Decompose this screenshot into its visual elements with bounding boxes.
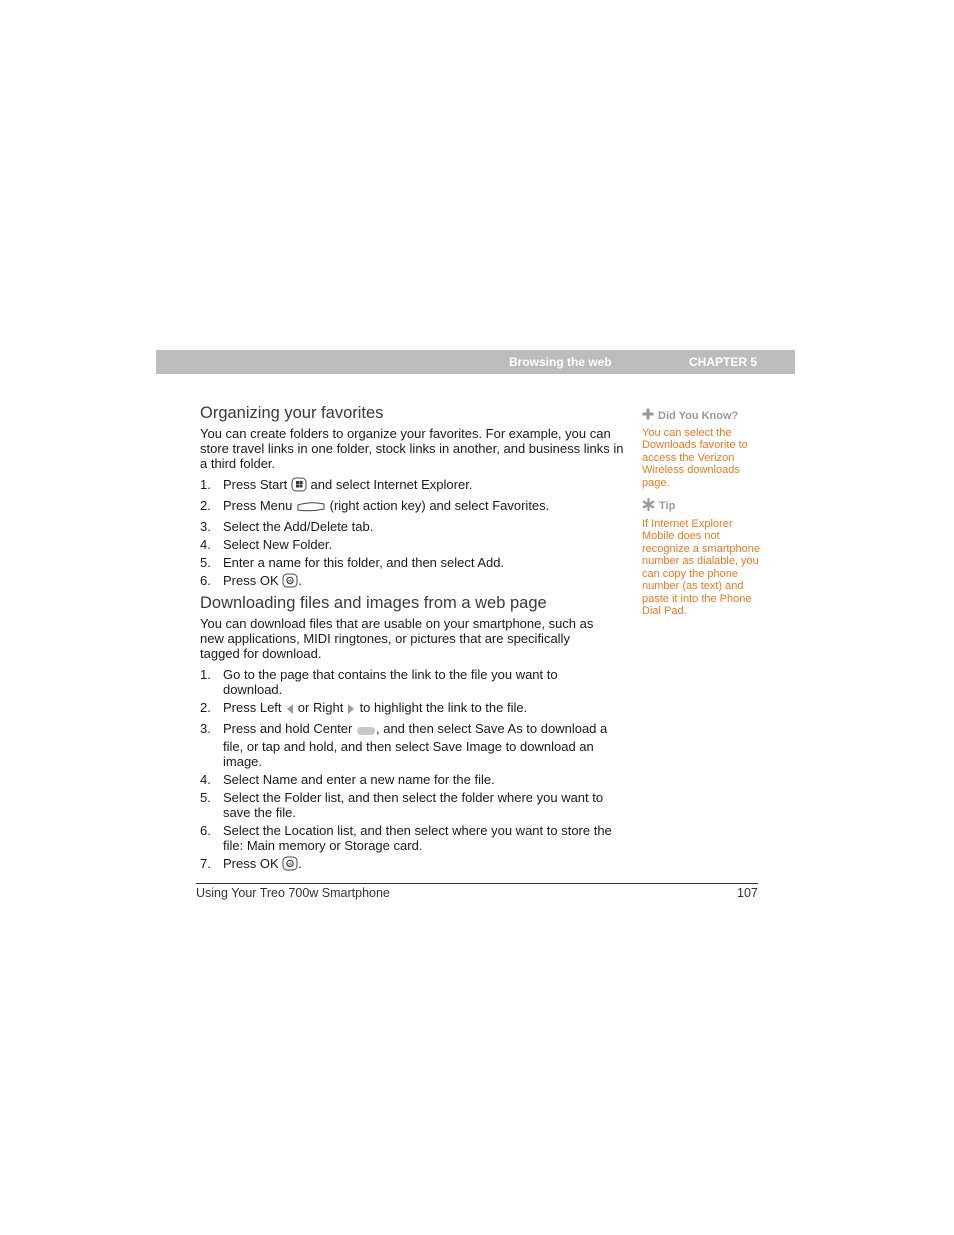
- section-title: Browsing the web: [509, 355, 612, 369]
- downloads-intro: You can download files that are usable on your smartphone, such as new applications, MIDI ringtones, or pictures that are specifically tagged for download.: [200, 616, 594, 661]
- right-arrow-key-icon: [347, 703, 356, 718]
- step-text: Press Left: [223, 700, 282, 715]
- step-number: 1.: [200, 667, 211, 682]
- step-number: 5.: [200, 555, 211, 570]
- step-text: Enter a name for this folder, and then select Add.: [223, 555, 505, 570]
- list-item: [200, 555, 625, 570]
- tip-label: Tip: [659, 500, 676, 512]
- center-key-icon: [356, 724, 376, 739]
- favorites-heading: Organizing your favorites: [200, 404, 384, 422]
- svg-text:ok: ok: [287, 579, 293, 585]
- step-text: Select the Location list, and then select where you want to store the file: Main memory or Storage card.: [223, 823, 612, 853]
- step-number: 4.: [200, 772, 211, 787]
- step-text: Select the Add/Delete tab.: [223, 519, 374, 534]
- downloads-heading: Downloading files and images from a web page: [200, 594, 547, 612]
- tip-box: [642, 498, 760, 618]
- footer-book-title: Using Your Treo 700w Smartphone: [196, 886, 390, 900]
- step-number: 6.: [200, 573, 211, 588]
- step-text: Select New Folder.: [223, 537, 333, 552]
- tip-title: [642, 498, 760, 515]
- step-text-after: (right action key) and select Favorites.: [329, 498, 550, 513]
- step-text: Press OK: [223, 573, 279, 588]
- did-you-know-title: [642, 408, 760, 424]
- step-number: 7.: [200, 856, 211, 871]
- downloads-steps: [200, 667, 620, 874]
- asterisk-icon: [642, 498, 655, 515]
- list-item: [200, 498, 625, 516]
- list-item: [200, 823, 620, 853]
- plus-icon: [642, 408, 654, 424]
- step-number: 4.: [200, 537, 211, 552]
- step-number: 5.: [200, 790, 211, 805]
- step-text-after: .: [298, 856, 302, 871]
- step-text-after: .: [298, 573, 302, 588]
- chapter-header-bar: [156, 350, 795, 374]
- step-text: Press Menu: [223, 498, 293, 513]
- favorites-steps: [200, 477, 625, 591]
- svg-text:ok: ok: [287, 862, 293, 868]
- step-number: 2.: [200, 700, 211, 715]
- did-you-know-box: [642, 408, 760, 489]
- ok-key-icon: [282, 856, 298, 874]
- step-text-after: and select Internet Explorer.: [310, 477, 473, 492]
- list-item: [200, 519, 625, 534]
- windows-start-key-icon: [291, 477, 307, 495]
- step-text-after: , and then select Save As to download a file, or tap and hold, and then select Save Image to download an image.: [223, 721, 608, 769]
- step-number: 3.: [200, 721, 211, 736]
- list-item: [200, 477, 625, 495]
- list-item: [200, 537, 625, 552]
- did-you-know-body: You can select the Downloads favorite to access the Verizon Wireless downloads page.: [642, 426, 748, 489]
- right-action-key-icon: [296, 501, 326, 516]
- step-number: 2.: [200, 498, 211, 513]
- step-text: Press and hold Center: [223, 721, 353, 736]
- tip-body: If Internet Explorer Mobile does not recognize a smartphone number as dialable, you can copy the phone number (as text) and paste it into the Phone Dial Pad.: [642, 517, 761, 617]
- list-item: [200, 573, 625, 591]
- footer-divider: [196, 883, 758, 884]
- step-text-after: to highlight the link to the file.: [359, 700, 528, 715]
- left-arrow-key-icon: [285, 703, 294, 718]
- step-text: Press OK: [223, 856, 279, 871]
- step-number: 3.: [200, 519, 211, 534]
- step-text: Go to the page that contains the link to the file you want to download.: [223, 667, 558, 697]
- did-you-know-label: Did You Know?: [658, 409, 739, 422]
- favorites-intro: You can create folders to organize your favorites. For example, you can store travel links in one folder, stock links in another, and business links in a third folder.: [200, 426, 624, 471]
- footer-page-number: 107: [737, 886, 758, 900]
- list-item: [200, 772, 620, 787]
- list-item: [200, 790, 620, 820]
- step-text-middle: or Right: [297, 700, 344, 715]
- chapter-label: CHAPTER 5: [689, 355, 758, 369]
- list-item: [200, 700, 620, 718]
- step-number: 6.: [200, 823, 211, 838]
- list-item: [200, 667, 620, 697]
- ok-key-icon: [282, 573, 298, 591]
- step-number: 1.: [200, 477, 211, 492]
- step-text: Press Start: [223, 477, 288, 492]
- list-item: [200, 856, 620, 874]
- list-item: [200, 721, 620, 769]
- step-text: Select Name and enter a new name for the file.: [223, 772, 495, 787]
- step-text: Select the Folder list, and then select the folder where you want to save the file.: [223, 790, 604, 820]
